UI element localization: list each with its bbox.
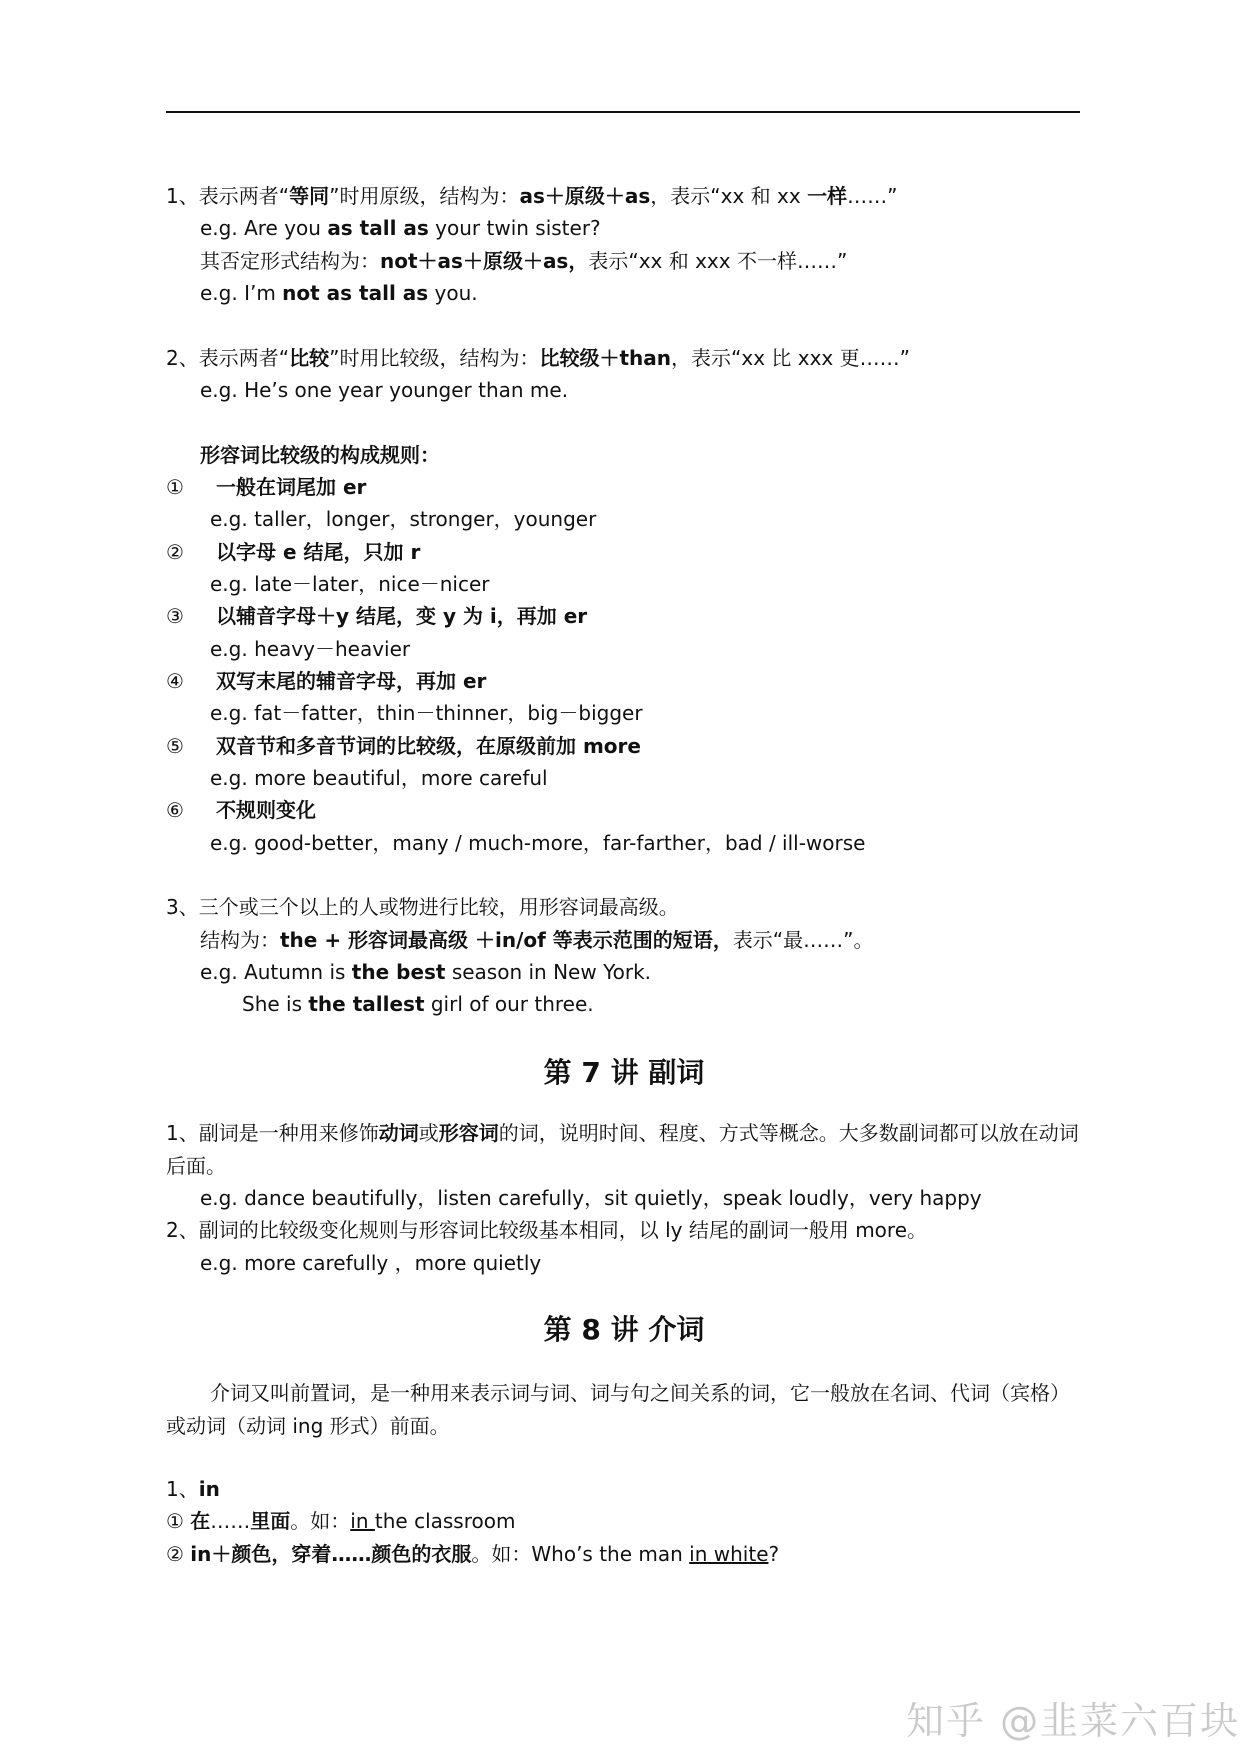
lecture-7-paragraph-2: 2、副词的比较级变化规则与形容词比较级基本相同，以 ly 结尾的副词一般用 more。 (166, 1218, 927, 1242)
lecture-7-heading: 第 7 讲 副词 (543, 1056, 705, 1089)
rule-example: e.g. more beautiful，more careful (210, 766, 548, 790)
s3-title: 3、三个或三个以上的人或物进行比较，用形容词最高级。 (166, 895, 679, 919)
lecture-8-subheading: 1、in (166, 1477, 220, 1501)
s3-example-2: She is the tallest girl of our three. (242, 992, 594, 1016)
header-rule (166, 111, 1080, 113)
lecture-8-heading: 第 8 讲 介词 (543, 1313, 705, 1346)
rule-example: e.g. fat－fatter，thin－thinner，big－bigger (210, 701, 643, 725)
rule-example: e.g. taller，longer，stronger，younger (210, 507, 597, 531)
circled-number-icon: ② (166, 1542, 191, 1566)
circled-number-icon: ③ (166, 604, 184, 628)
watermark: 知乎 @韭菜六百块 (906, 1699, 1240, 1743)
circled-number-icon: ② (166, 540, 184, 564)
rule-example: e.g. good-better，many / much-more，far-farther，bad / ill-worse (210, 831, 866, 855)
lecture-8-intro: 介词又叫前置词，是一种用来表示词与词、词与句之间关系的词，它一般放在名词、代词（宾格）或动词（动词 ing 形式）前面。 (166, 1381, 1070, 1438)
lecture-7-example-1: e.g. dance beautifully，listen carefully，sit quietly，speak loudly，very happy (200, 1186, 982, 1210)
lecture-8-item-1: ① 在……里面。如：in the classroom (166, 1509, 516, 1533)
lecture-8-item-2: ② in＋颜色，穿着……颜色的衣服。如：Who’s the man in white? (166, 1542, 780, 1566)
s3-example-1: e.g. Autumn is the best season in New York. (200, 960, 652, 984)
s1-example-2: e.g. I’m not as tall as you. (200, 281, 478, 305)
rule-example: e.g. late－later，nice－nicer (210, 572, 490, 596)
circled-number-icon: ① (166, 475, 184, 499)
s1-title: 1、表示两者“等同”时用原级，结构为：as＋原级＋as，表示“xx 和 xx 一样……” (166, 184, 898, 208)
circled-number-icon: ① (166, 1509, 191, 1533)
s2-title: 2、表示两者“比较”时用比较级，结构为：比较级＋than，表示“xx 比 xxx 更……” (166, 346, 910, 370)
circled-number-icon: ⑤ (166, 734, 184, 758)
rule-example: e.g. heavy－heavier (210, 637, 411, 661)
lecture-7-paragraph-1: 1、副词是一种用来修饰动词或形容词的词，说明时间、程度、方式等概念。大多数副词都可以放在动词后面。 (166, 1121, 1079, 1178)
s1-example-1: e.g. Are you as tall as your twin sister? (200, 216, 601, 240)
circled-number-icon: ④ (166, 669, 184, 693)
s2-example: e.g. He’s one year younger than me. (200, 378, 569, 402)
rules-title: 形容词比较级的构成规则： (200, 443, 440, 467)
s3-structure: 结构为：the + 形容词最高级 ＋in/of 等表示范围的短语，表示“最……”。 (200, 928, 874, 952)
circled-number-icon: ⑥ (166, 798, 184, 822)
s1-negative-structure: 其否定形式结构为：not＋as＋原级＋as，表示“xx 和 xxx 不一样……” (200, 249, 848, 273)
lecture-7-example-2: e.g. more carefully ，more quietly (200, 1251, 542, 1275)
